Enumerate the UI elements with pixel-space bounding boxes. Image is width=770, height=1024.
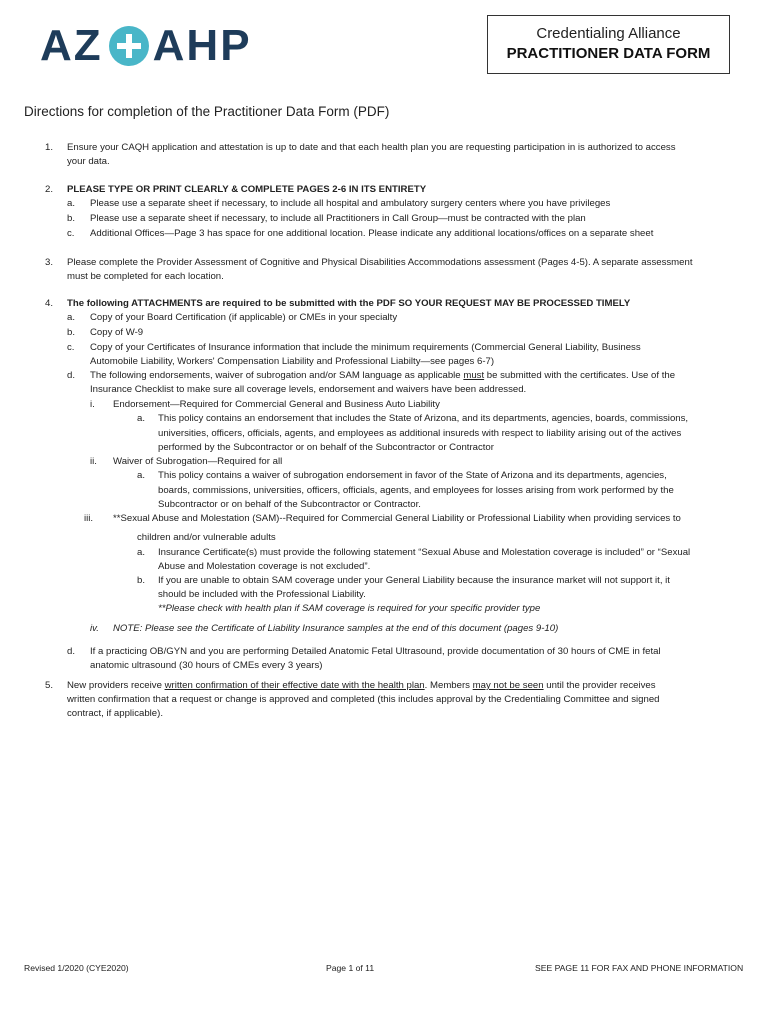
roman-numeral: ii. [90,456,97,467]
sub-item-text: This policy contains a waiver of subrogation endorsement in favor of the State of Arizona and its departments, agencies, [158,470,667,481]
list-item-text: written confirmation that a request or change is approved and completed (this includes approval by the Credentialing Committee and signed [67,694,660,705]
footer-contact-note: SEE PAGE 11 FOR FAX AND PHONE INFORMATION [535,963,744,973]
list-number: 1. [45,142,54,153]
footer-page-number: Page 1 of 11 [326,963,375,973]
sub-letter: d. [67,370,76,381]
sub-letter: b. [67,327,76,338]
sub-item-text: Subcontractor or on behalf of the Subcontractor or Contractor. [158,499,421,510]
sub-item-text: Insurance Checklist to make sure all coverage levels, endorsement and waivers have been addressed. [90,384,527,395]
form-title-box [487,15,730,74]
text-segment: be submitted with the certificates. Use of the [484,370,676,381]
list-item-text: Please complete the Provider Assessment of Cognitive and Physical Disabilities Accommodations assessment (Pages 4-5). A separate assessment [67,257,693,268]
roman-numeral: iii. [84,513,94,524]
sub-item-text: Copy of W-9 [90,327,144,338]
sub-item-text: If a practicing OB/GYN and you are performing Detailed Anatomic Fetal Ultrasound, provide documentation of 30 hours of CME in fetal [90,646,661,657]
list-number: 5. [45,680,54,691]
roman-item-text: **Sexual Abuse and Molestation (SAM)--Required for Commercial General Liability or Professional Liability when providing services to [113,513,681,524]
list-number: 3. [45,257,54,268]
sub-letter: c. [67,228,75,239]
sub-letter: c. [67,342,75,353]
page-heading: Directions for completion of the Practitioner Data Form (PDF) [24,104,390,119]
list-item-text: contract, if applicable). [67,708,163,719]
sub-item-text: This policy contains an endorsement that includes the State of Arizona, and its departments, agencies, boards, commissions, [158,413,689,424]
sub-item-text: Additional Offices—Page 3 has space for one additional location. Please indicate any additional locations/offices on a separate sheet [90,228,654,239]
sub-item-text: Please use a separate sheet if necessary, to include all Practitioners in Call Group—must be contracted with the plan [90,213,586,224]
sub-letter: a. [137,470,146,481]
list-item-text: your data. [67,156,110,167]
list-number: 4. [45,298,54,309]
underlined-text: written confirmation of their effective date with the health plan [164,680,425,691]
sub-letter: a. [137,413,146,424]
list-number: 2. [45,184,54,195]
form-title-org: Credentialing Alliance [536,25,681,42]
plus-circle-icon [109,26,149,66]
sub-item-text: should be included with the Professional Liability. [158,589,366,600]
text-segment: The following endorsements, waiver of subrogation and/or SAM language as applicable [90,370,464,381]
sub-letter: b. [137,575,146,586]
sub-letter: a. [67,198,76,209]
sub-item-text: If you are unable to obtain SAM coverage under your General Liability because the insurance market will not support it, it [158,575,670,586]
sub-item-text [90,369,675,384]
text-segment: until the provider receives [543,680,656,691]
sub-letter: a. [67,312,76,323]
text-segment: New providers receive [67,680,165,691]
logo-text-ahp: AHP [152,21,252,70]
form-title: PRACTITIONER DATA FORM [506,45,711,62]
sub-item-text: Automobile Liability, Workers' Compensation Liability and Professional Liabilty—see pages 6-7) [90,356,495,367]
list-item-text: must be completed for each location. [67,271,224,282]
list-item-heading: The following ATTACHMENTS are required to be submitted with the PDF SO YOUR REQUEST MAY BE PROCESSED TIMELY [67,298,631,309]
underlined-text: may not be seen [472,680,544,691]
sub-item-text: Copy of your Certificates of Insurance information that include the minimum requirements (Commercial General Liability, Business [90,342,641,353]
sub-item-text: boards, commissions, universities, officers, officials, agents, and employees for losses arising from work performed by the [158,485,674,496]
footer-revised: Revised 1/2020 (CYE2020) [24,963,129,973]
roman-item-text: Waiver of Subrogation—Required for all [113,456,283,467]
sub-letter: a. [137,547,146,558]
list-item-text [67,679,656,694]
sub-item-text: universities, officers, officials, agents, and employees as additional insureds with respect to liability arising out of the actives [158,428,682,439]
insurance-note: NOTE: Please see the Certificate of Liability Insurance samples at the end of this document (pages 9-10) [113,623,559,634]
roman-numeral: iv. [90,623,99,634]
sub-item-text: Insurance Certificate(s) must provide the following statement “Sexual Abuse and Molestation coverage is included” or “Sexual [158,547,691,558]
sub-letter: d. [67,646,76,657]
underlined-must: must [463,370,485,381]
roman-item-text: children and/or vulnerable adults [137,532,276,543]
sub-item-text: Copy of your Board Certification (if applicable) or CMEs in your specialty [90,312,398,323]
roman-numeral: i. [90,399,95,410]
list-item-text: Ensure your CAQH application and attestation is up to date and that each health plan you are requesting participation in is authorized to access [67,142,676,153]
sub-letter: b. [67,213,76,224]
text-segment: . Members [424,680,473,691]
list-item-heading: PLEASE TYPE OR PRINT CLEARLY & COMPLETE PAGES 2-6 IN ITS ENTIRETY [67,184,427,195]
sub-item-text: Please use a separate sheet if necessary, to include all hospital and ambulatory surgery centers where you have privileges [90,198,611,209]
sub-item-text: Abuse and Molestation coverage is not excluded”. [158,561,371,572]
logo-text-az: AZ [40,21,103,70]
roman-item-text: Endorsement—Required for Commercial General and Business Auto Liability [113,399,440,410]
sub-item-text: performed by the Subcontractor or on behalf of the Subcontractor or Contractor [158,442,494,453]
azahp-logo [40,21,252,70]
sub-item-text: anatomic ultrasound (30 hours of CMEs every 3 years) [90,660,323,671]
sam-note: **Please check with health plan if SAM coverage is required for your specific provider type [158,603,541,614]
